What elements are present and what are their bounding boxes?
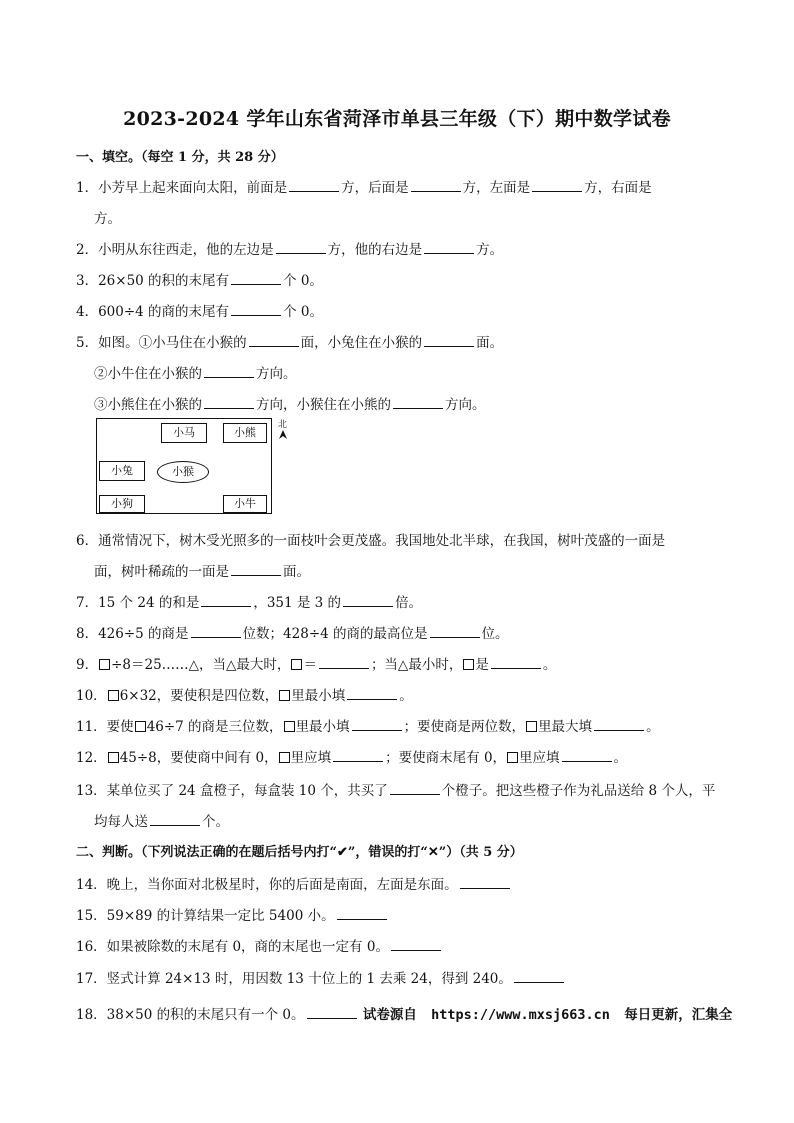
q8-text: 8．426÷5 的商是 bbox=[76, 626, 189, 642]
map-cell-cow: 小牛 bbox=[223, 495, 267, 513]
q4-text: 个 0。 bbox=[283, 304, 323, 320]
square-box-icon bbox=[526, 721, 537, 732]
q1-text: 方，右面是 bbox=[584, 180, 652, 196]
question-3 bbox=[76, 269, 323, 289]
question-16 bbox=[76, 935, 443, 955]
square-box-icon bbox=[108, 690, 119, 701]
q1-text: 方，后面是 bbox=[341, 180, 409, 196]
answer-blank[interactable] bbox=[411, 178, 461, 192]
answer-blank[interactable] bbox=[231, 562, 281, 576]
question-2 bbox=[76, 238, 503, 258]
q4-text: 4．600÷4 的商的末尾有 bbox=[76, 304, 230, 320]
q11-text: ；要使商是两位数， bbox=[403, 719, 526, 735]
answer-blank[interactable] bbox=[352, 717, 402, 731]
map-cell-rabbit: 小兔 bbox=[99, 461, 145, 481]
footer-url-link[interactable]: https://www.mxsj663.cn bbox=[431, 1007, 610, 1023]
q11-text: 46÷7 的商是三位数， bbox=[146, 719, 283, 735]
map-cell-monkey: 小猴 bbox=[157, 461, 209, 483]
question-8 bbox=[76, 622, 509, 642]
q2-text: 方，他的右边是 bbox=[327, 242, 423, 258]
q15-text: 15．59×89 的计算结果一定比 5400 小。 bbox=[76, 908, 335, 924]
q5-text: 方向，小猴住在小熊的 bbox=[256, 397, 391, 413]
q9-text: 9． bbox=[76, 657, 99, 673]
q12-text: 里应填 bbox=[290, 750, 332, 766]
q12-text: 。 bbox=[613, 750, 628, 766]
q1-text: 1．小芳早上起来面向太阳，前面是 bbox=[76, 180, 288, 196]
q8-text: 位。 bbox=[481, 626, 509, 642]
square-box-icon bbox=[279, 752, 290, 763]
question-14 bbox=[76, 873, 512, 893]
question-5 bbox=[76, 331, 503, 351]
map-cell-horse: 小马 bbox=[161, 423, 207, 443]
q13-text: 个橙子。把这些橙子作为礼品送给 8 个人，平 bbox=[441, 783, 716, 799]
q10-text: 里最小填 bbox=[291, 688, 346, 704]
answer-blank[interactable] bbox=[231, 271, 281, 285]
answer-blank[interactable] bbox=[460, 875, 510, 889]
q13-text: 个。 bbox=[202, 814, 229, 830]
q9-text: 。 bbox=[542, 657, 557, 673]
question-13 bbox=[76, 779, 715, 799]
question-15 bbox=[76, 904, 389, 924]
q12-text: 45÷8，要使商中间有 0， bbox=[119, 750, 278, 766]
answer-blank[interactable] bbox=[191, 624, 241, 638]
answer-blank[interactable] bbox=[430, 624, 480, 638]
answer-blank[interactable] bbox=[393, 395, 443, 409]
q5-text: ③小熊住在小猴的 bbox=[94, 397, 202, 413]
answer-blank[interactable] bbox=[391, 937, 441, 951]
answer-blank[interactable] bbox=[150, 812, 200, 826]
q5-text: 方向。 bbox=[256, 366, 297, 382]
q10-text: 。 bbox=[399, 688, 413, 704]
q9-text: ÷8＝25……△，当△最大时， bbox=[111, 657, 291, 673]
answer-blank[interactable] bbox=[333, 748, 383, 762]
map-frame bbox=[96, 418, 272, 514]
answer-blank[interactable] bbox=[337, 906, 387, 920]
answer-blank[interactable] bbox=[594, 717, 644, 731]
question-7 bbox=[76, 591, 422, 611]
square-box-icon bbox=[507, 752, 518, 763]
section-heading-fill-blank: 一、填空。（每空 1 分，共 28 分） bbox=[76, 150, 284, 165]
square-box-icon bbox=[284, 721, 295, 732]
q11-text: 里最大填 bbox=[538, 719, 593, 735]
north-label: 北 bbox=[278, 420, 288, 430]
q9-text: ＝ bbox=[303, 657, 317, 673]
q9-text: ；当△最小时， bbox=[370, 657, 463, 673]
q14-text: 14．晚上，当你面对北极星时，你的后面是南面，左面是东面。 bbox=[76, 877, 458, 893]
north-arrow-icon bbox=[279, 430, 287, 439]
answer-blank[interactable] bbox=[532, 178, 582, 192]
answer-blank[interactable] bbox=[514, 969, 564, 983]
q5-text: ②小牛住在小猴的 bbox=[94, 366, 202, 382]
question-12 bbox=[76, 746, 627, 766]
answer-blank[interactable] bbox=[201, 593, 251, 607]
q12-text: ；要使商末尾有 0， bbox=[385, 750, 507, 766]
q13-text: 13．某单位买了 24 盒橙子，每盒装 10 个，共买了 bbox=[76, 783, 388, 799]
answer-blank[interactable] bbox=[276, 240, 326, 254]
q18-text: 18．38×50 的积的末尾只有一个 0。 bbox=[76, 1007, 305, 1023]
answer-blank[interactable] bbox=[204, 395, 254, 409]
question-17 bbox=[76, 967, 566, 987]
answer-blank[interactable] bbox=[562, 748, 612, 762]
q12-text: 里应填 bbox=[519, 750, 560, 766]
square-box-icon bbox=[135, 721, 146, 732]
question-6-cont bbox=[94, 560, 310, 580]
footer-tagline: 每日更新，汇集全 bbox=[624, 1007, 733, 1023]
square-box-icon bbox=[108, 752, 119, 763]
q11-text: 11．要使 bbox=[76, 719, 134, 735]
answer-blank[interactable] bbox=[390, 781, 440, 795]
answer-blank[interactable] bbox=[231, 302, 281, 316]
q1-text: 方，左面是 bbox=[462, 180, 531, 196]
question-5-part2 bbox=[94, 362, 297, 382]
q5-text: 方向。 bbox=[445, 397, 486, 413]
north-indicator bbox=[278, 420, 287, 442]
question-4 bbox=[76, 300, 323, 320]
q7-text: 倍。 bbox=[395, 595, 423, 611]
q5-text: 面。 bbox=[476, 335, 504, 351]
square-box-icon bbox=[99, 659, 110, 670]
q7-text: ，351 是 3 的 bbox=[253, 595, 342, 611]
q16-text: 16．如果被除数的末尾有 0，商的末尾也一定有 0。 bbox=[76, 939, 389, 955]
answer-blank[interactable] bbox=[343, 593, 393, 607]
section-heading-judgment: 二、判断。（下列说法正确的在题后括号内打“✔”，错误的打“✕”）（共 5 分） bbox=[76, 845, 523, 860]
square-box-icon bbox=[463, 659, 474, 670]
q11-text: 里最小填 bbox=[295, 719, 350, 735]
q17-text: 17．竖式计算 24×13 时，用因数 13 十位上的 1 去乘 24，得到 240。 bbox=[76, 971, 512, 987]
question-9 bbox=[76, 653, 556, 673]
page-title: 2023-2024 学年山东省菏泽市单县三年级（下）期中数学试卷 bbox=[123, 108, 671, 130]
q10-text: 10． bbox=[76, 688, 107, 704]
answer-blank[interactable] bbox=[307, 1005, 357, 1019]
question-1-cont: 方。 bbox=[94, 211, 121, 227]
question-10 bbox=[76, 684, 413, 704]
answer-blank[interactable] bbox=[204, 364, 254, 378]
question-13-cont bbox=[94, 810, 229, 830]
q2-text: 2．小明从东往西走，他的左边是 bbox=[76, 242, 274, 258]
q6-text: 面，树叶稀疏的一面是 bbox=[94, 564, 229, 580]
q5-text: 面，小兔住在小猴的 bbox=[300, 335, 423, 351]
square-box-icon bbox=[279, 690, 290, 701]
answer-blank[interactable] bbox=[424, 240, 474, 254]
answer-blank[interactable] bbox=[491, 655, 541, 669]
question-5-part3 bbox=[94, 393, 486, 413]
answer-blank[interactable] bbox=[424, 333, 474, 347]
answer-blank[interactable] bbox=[289, 178, 339, 192]
q5-text: 5．如图。①小马住在小猴的 bbox=[76, 335, 247, 351]
answer-blank[interactable] bbox=[347, 686, 397, 700]
q6-text: 面。 bbox=[283, 564, 310, 580]
question-6: 6．通常情况下，树木受光照多的一面枝叶会更茂盛。我国地处北半球，在我国，树叶茂盛的一面是 bbox=[76, 533, 666, 549]
square-box-icon bbox=[291, 659, 302, 670]
q2-text: 方。 bbox=[476, 242, 504, 258]
footer-source-label: 试卷源自 bbox=[362, 1007, 417, 1023]
q3-text: 3．26×50 的积的末尾有 bbox=[76, 273, 230, 289]
question-11 bbox=[76, 715, 660, 735]
q7-text: 7．15 个 24 的和是 bbox=[76, 595, 200, 611]
q9-text: 是 bbox=[475, 657, 489, 673]
q10-text: 6×32，要使积是四位数， bbox=[119, 688, 279, 704]
question-1 bbox=[76, 176, 652, 196]
question-18 bbox=[76, 1003, 732, 1023]
answer-blank[interactable] bbox=[249, 333, 299, 347]
q8-text: 位数；428÷4 的商的最高位是 bbox=[242, 626, 428, 642]
map-cell-dog: 小狗 bbox=[99, 495, 145, 513]
q13-text: 均每人送 bbox=[94, 814, 148, 830]
q11-text: 。 bbox=[646, 719, 660, 735]
map-cell-bear: 小熊 bbox=[223, 423, 267, 443]
answer-blank[interactable] bbox=[319, 655, 369, 669]
q3-text: 个 0。 bbox=[283, 273, 323, 289]
q12-text: 12． bbox=[76, 750, 107, 766]
